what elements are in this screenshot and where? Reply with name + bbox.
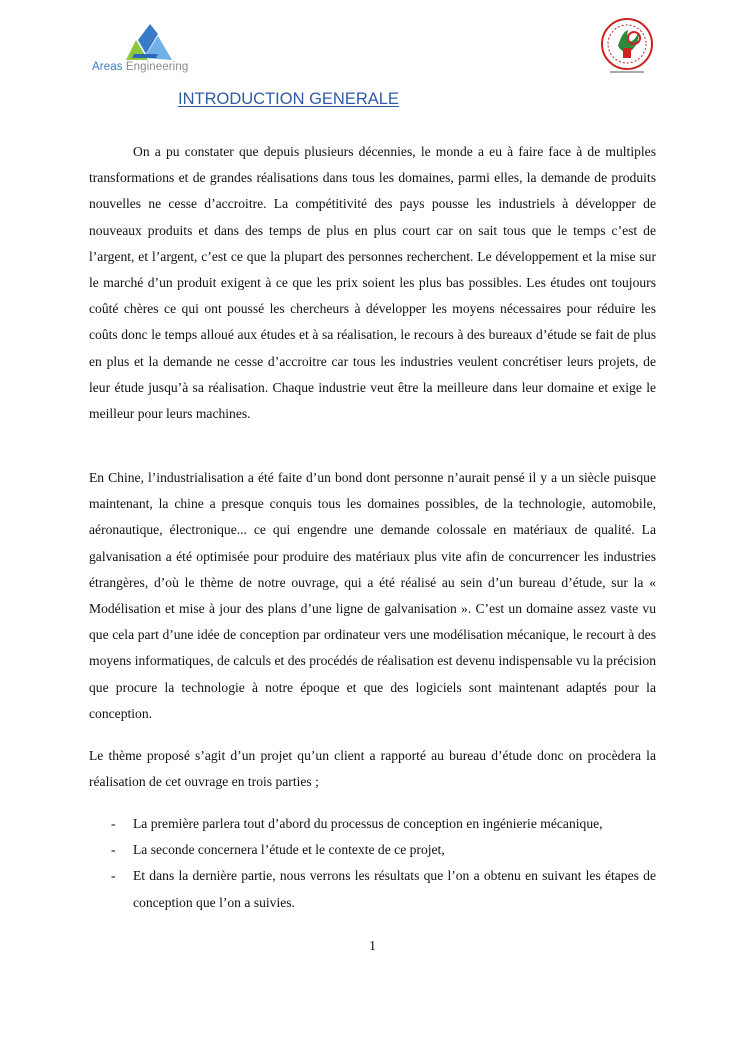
areas-engineering-logo bbox=[92, 24, 202, 80]
paragraph-1: On a pu constater que depuis plusieurs décennies, le monde a eu à faire face à de multiples transformations et de grandes réalisations dans tous les domaines, parmi elles, la demande de produits nouvelles ne cesse d’accroitre. La compétitivité des pays pousse les industriels à développer de nouveaux produits et dans des temps de plus en plus court car on sait tous que le temps c’est de l’argent, et l’argent, c’est ce que la plupart des personnes recherchent. Le développement et la mise sur le marché d’un produit exigent à ce que les prix soient les plus bas possibles. Les études ont toujours coûté chères ce qui ont poussé les chercheurs à développer les moyens nécessaires pour réduire les coûts donc le temps alloué aux études et à sa réalisation, le recours à des bureaux d’étude se fait de plus en plus et la demande ne cesse d’accroitre car tous les industries veulent concrétiser leurs projets, de leur étude jusqu’à sa réalisation. Chaque industrie veut être la meilleure dans leur domaine et exige le meilleur pour leurs machines. bbox=[89, 144, 656, 422]
seal-icon bbox=[596, 16, 658, 78]
institution-seal bbox=[596, 16, 658, 78]
bullet-marker: - bbox=[111, 842, 116, 858]
list-item bbox=[89, 811, 656, 837]
logo-wordmark-part2: Engineering bbox=[122, 61, 189, 73]
paragraph-2: En Chine, l’industrialisation a été faite d’un bond dont personne n’aurait pensé il y a un siècle puisque maintenant, la chine a presque conquis tous les domaines possibles, de la technologie, automobile, aéronautique, électronique... ce qui engendre une demande colossale en matériaux de qualité. La galvanisation a été optimisée pour produire des matériaux plus vite afin de concurrencer les industries étrangères, d’où le thème de notre ouvrage, qui a été réalisé au sein d’un bureau d’étude, sur la « Modélisation et mise à jour des plans d’une ligne de galvanisation ». C’est un domaine assez vaste vu que cela part d’une idée de conception par ordinateur vers une modélisation mécanique, le recourt à des moyens informatiques, de calculs et des procédés de réalisation est devenu indispensable vu la précision que procure la technologie à notre époque et que des logiciels sont maintenant adaptés pour la conception. bbox=[89, 470, 656, 721]
list-item-text: La seconde concernera l’étude et le contexte de ce projet, bbox=[133, 842, 445, 858]
page-title: INTRODUCTION GENERALE bbox=[178, 90, 399, 108]
bullet-marker: - bbox=[111, 816, 116, 831]
list-item bbox=[89, 837, 656, 863]
list-item bbox=[89, 863, 656, 915]
paragraph-3: Le thème proposé s’agit d’un projet qu’un client a rapporté au bureau d’étude donc on procèdera la réalisation de cet ouvrage en trois parties ; bbox=[89, 748, 656, 790]
list-item-text: La première parlera tout d’abord du processus de conception en ingénierie mécanique, bbox=[133, 816, 603, 831]
list-item-text: Et dans la dernière partie, nous verrons les résultats que l’on a obtenu en suivant les étapes de conception que l’on a suivies. bbox=[133, 868, 656, 910]
bullet-marker: - bbox=[111, 868, 116, 884]
page-number: 1 bbox=[369, 938, 376, 953]
triangle-logo-icon bbox=[114, 24, 176, 62]
bullet-list bbox=[89, 811, 656, 916]
logo-wordmark bbox=[92, 61, 188, 73]
logo-wordmark-part1: Areas bbox=[92, 61, 123, 73]
